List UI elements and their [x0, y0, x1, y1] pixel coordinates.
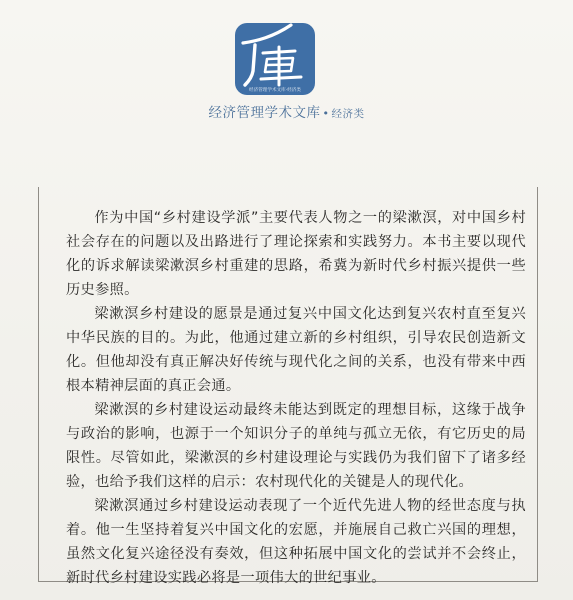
paragraph: 梁漱溟乡村建设的愿景是通过复兴中国文化达到复兴农村直至复兴中华民族的目的。为此，他通过建立新的乡村组织，引导农民创造新文化。但他却没有真正解决好传统与现代化之间的关系，也没有带来中西根本精神层面的真正会通。	[66, 306, 526, 394]
summary-text	[66, 206, 526, 590]
series-title: 经济管理学术文库	[208, 105, 321, 121]
paragraph: 梁漱溟的乡村建设运动最终未能达到既定的理想目标，这缘于战争与政治的影响，也源于一个知识分子的单纯与孤立无依，有它历史的局限性。尽管如此，梁漱溟的乡村建设理论与实践仍为我们留下了诸多经验，也给予我们这样的启示：农村现代化的关键是人的现代化。	[66, 402, 526, 490]
paragraph: 作为中国“乡村建设学派”主要代表人物之一的梁漱溟，对中国乡村社会存在的问题以及出路进行了理论探索和实践努力。本书主要以现代化的诉求解读梁漱溟乡村重建的思路，希冀为新时代乡村振兴提供一些历史参照。	[66, 210, 526, 298]
logo-badge-text: 经济管理学术文库·经济类	[249, 88, 301, 93]
library-logo-icon	[233, 19, 317, 97]
library-logo	[233, 19, 317, 97]
series-separator: •	[322, 107, 330, 120]
series-title-line	[0, 101, 573, 121]
series-category: 经济类	[331, 108, 365, 120]
paragraph: 梁漱溟通过乡村建设运动表现了一个近代先进人物的经世态度与执着。他一生坚持着复兴中国文化的宏愿，并施展自己救亡兴国的理想，虽然文化复兴途径没有奏效，但这种拓展中国文化的尝试并不会终止，新时代乡村建设实践必将是一项伟大的世纪事业。	[66, 498, 526, 586]
